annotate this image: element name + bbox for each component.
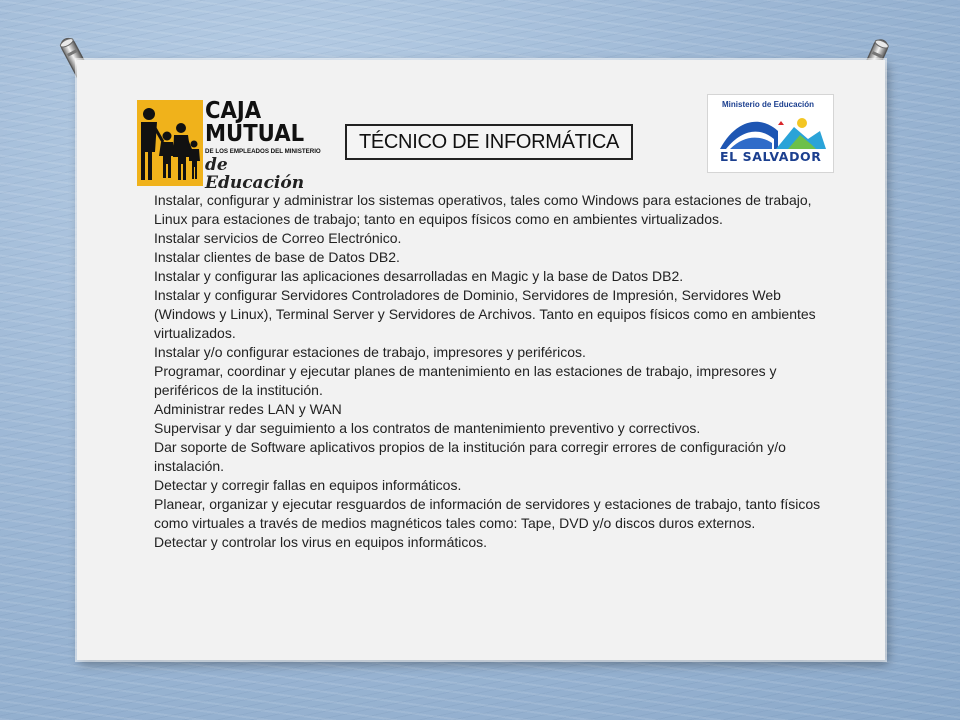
ministry-name: Ministerio de Educación xyxy=(722,100,815,109)
list-item: Instalar clientes de base de Datos DB2. xyxy=(154,249,400,265)
country-name: EL SALVADOR xyxy=(720,149,822,164)
list-item: Instalar y configurar las aplicaciones desarrolladas en Magic y la base de Datos DB2. xyxy=(154,268,684,284)
list-item: Detectar y controlar los virus en equipos informáticos. xyxy=(154,534,488,550)
list-item: Administrar redes LAN y WAN xyxy=(154,401,342,417)
list-item: Instalar, configurar y administrar los sistemas operativos, tales como Windows para estaciones de trabajo, Linux para estaciones de trabajo; tanto en equipos físicos como en ambientes virtualizados. xyxy=(154,192,812,227)
list-item: Planear, organizar y ejecutar resguardos de información de servidores y estaciones de trabajo, tanto físicos como virtuales a través de medios magnéticos tales como: Tape, DVD y/o discos duros externos. xyxy=(154,496,821,531)
caja-mutual-logo xyxy=(137,98,321,193)
list-item: Supervisar y dar seguimiento a los contratos de mantenimiento preventivo y correctivos. xyxy=(154,420,701,436)
list-item: Dar soporte de Software aplicativos propios de la institución para corregir errores de configuración y/o instalación. xyxy=(154,439,786,474)
list-item: Instalar servicios de Correo Electrónico. xyxy=(154,230,402,246)
page-title-text: TÉCNICO DE INFORMÁTICA xyxy=(358,130,620,153)
logo-line-empleados: DE LOS EMPLEADOS DEL MINISTERIO xyxy=(205,148,321,155)
list-item: Instalar y/o configurar estaciones de trabajo, impresores y periféricos. xyxy=(154,344,586,360)
page-title xyxy=(345,124,633,160)
logo-line-mutual: MUTUAL xyxy=(205,121,305,147)
logo-line-caja: CAJA xyxy=(205,98,262,124)
list-item: Programar, coordinar y ejecutar planes de mantenimiento en las estaciones de trabajo, impresores y periféricos de la institución. xyxy=(154,363,777,398)
duties-list xyxy=(154,191,844,552)
el-salvador-flag-icon xyxy=(716,109,828,153)
ministerio-educacion-logo xyxy=(707,94,834,173)
list-item: Detectar y corregir fallas en equipos informáticos. xyxy=(154,477,462,493)
logo-line-educacion: de Educación xyxy=(205,155,305,193)
list-item: Instalar y configurar Servidores Controladores de Dominio, Servidores de Impresión, Servidores Web (Windows y Linux), Terminal Server y Servidores de Archivos. Tanto en equipos físicos como en ambientes virtualizados. xyxy=(154,287,816,341)
